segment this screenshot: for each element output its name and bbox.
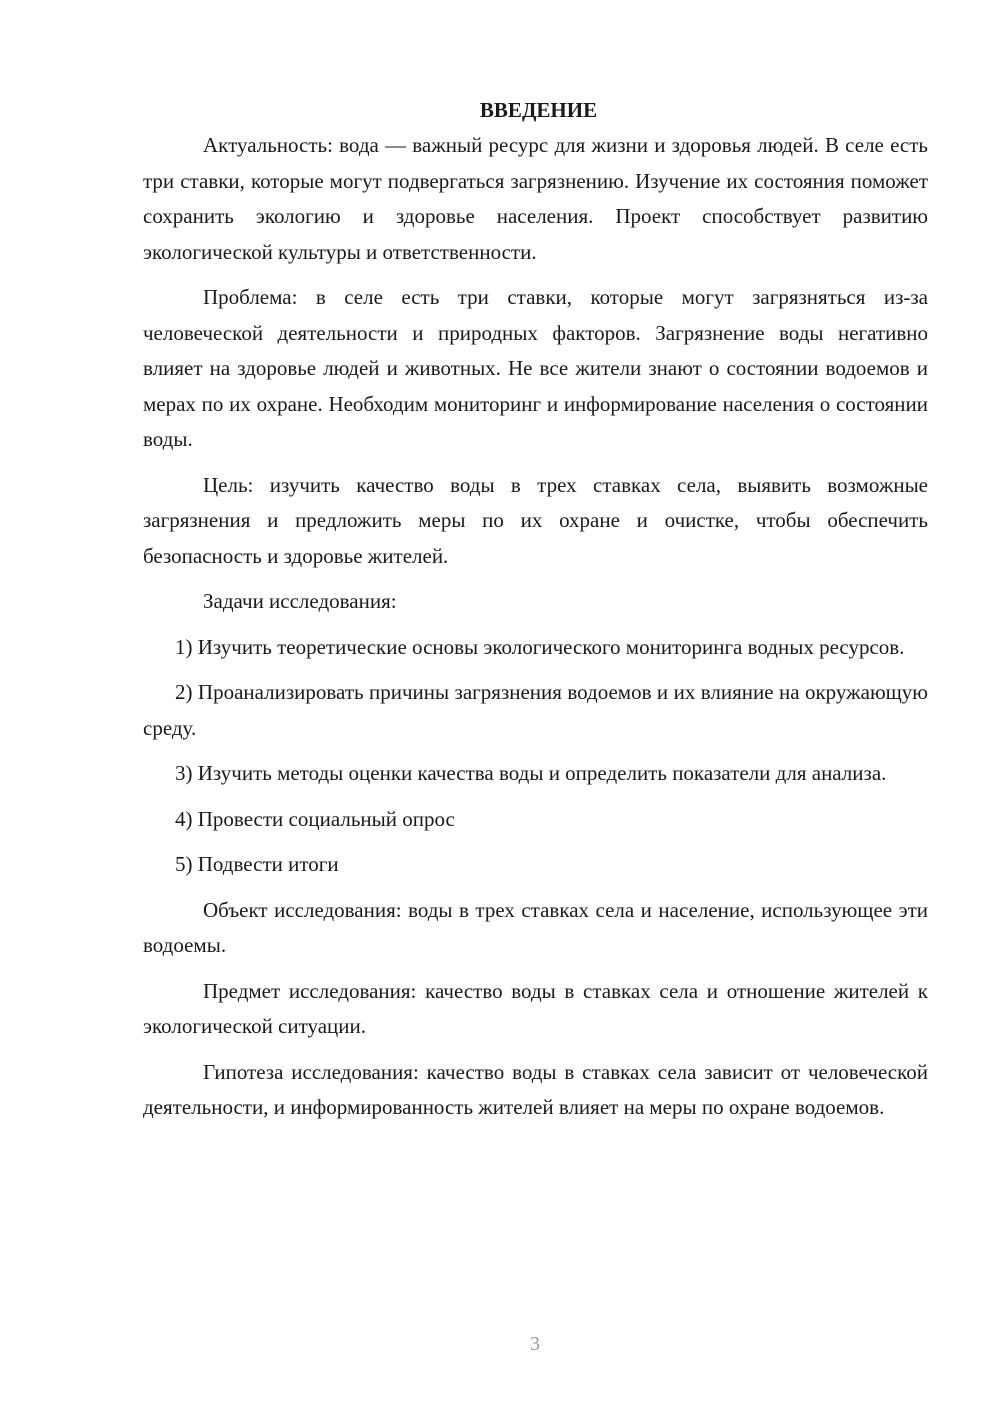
relevance-paragraph: Актуальность: вода — важный ресурс для жизни и здоровья людей. В селе есть три ставки, которые могут подвергаться загрязнению. Изучение их состояния поможет сохранить экологию и здоровье населения. Проект способствует развитию экологической культуры и ответственности. — [143, 133, 928, 264]
list-item: 4) Провести социальный опрос — [175, 806, 455, 831]
subject-paragraph: Предмет исследования: качество воды в ставках села и отношение жителей к экологической ситуации. — [143, 978, 928, 1038]
object-paragraph: Объект исследования: воды в трех ставках села и население, использующее эти водоемы. — [143, 897, 928, 957]
tasks-list — [143, 630, 928, 883]
page-number: 3 — [530, 1333, 540, 1355]
problem-paragraph: Проблема: в селе есть три ставки, которые могут загрязняться из-за человеческой деятельности и природных факторов. Загрязнение воды негативно влияет на здоровье людей и животных. Не все жители знают о состоянии водоемов и мерах по их охране. Необходим мониторинг и информирование населения о состоянии воды. — [143, 285, 928, 451]
goal-paragraph: Цель: изучить качество воды в трех ставках села, выявить возможные загрязнения и предложить меры по их охране и очистке, чтобы обеспечить безопасность и здоровье жителей. — [143, 472, 928, 568]
list-item: 2) Проанализировать причины загрязнения водоемов и их влияние на окружающую среду. — [143, 680, 928, 740]
document-body — [143, 92, 928, 1126]
list-item: 3) Изучить методы оценки качества воды и определить показатели для анализа. — [175, 761, 887, 785]
hypothesis-paragraph: Гипотеза исследования: качество воды в ставках села зависит от человеческой деятельности, и информированность жителей влияет на меры по охране водоемов. — [143, 1059, 928, 1119]
list-item: 1) Изучить теоретические основы экологического мониторинга водных ресурсов. — [175, 634, 905, 659]
page-title: ВВЕДЕНИЕ — [479, 98, 598, 122]
tasks-heading: Задачи исследования: — [203, 589, 397, 613]
list-item: 5) Подвести итоги — [175, 852, 339, 876]
